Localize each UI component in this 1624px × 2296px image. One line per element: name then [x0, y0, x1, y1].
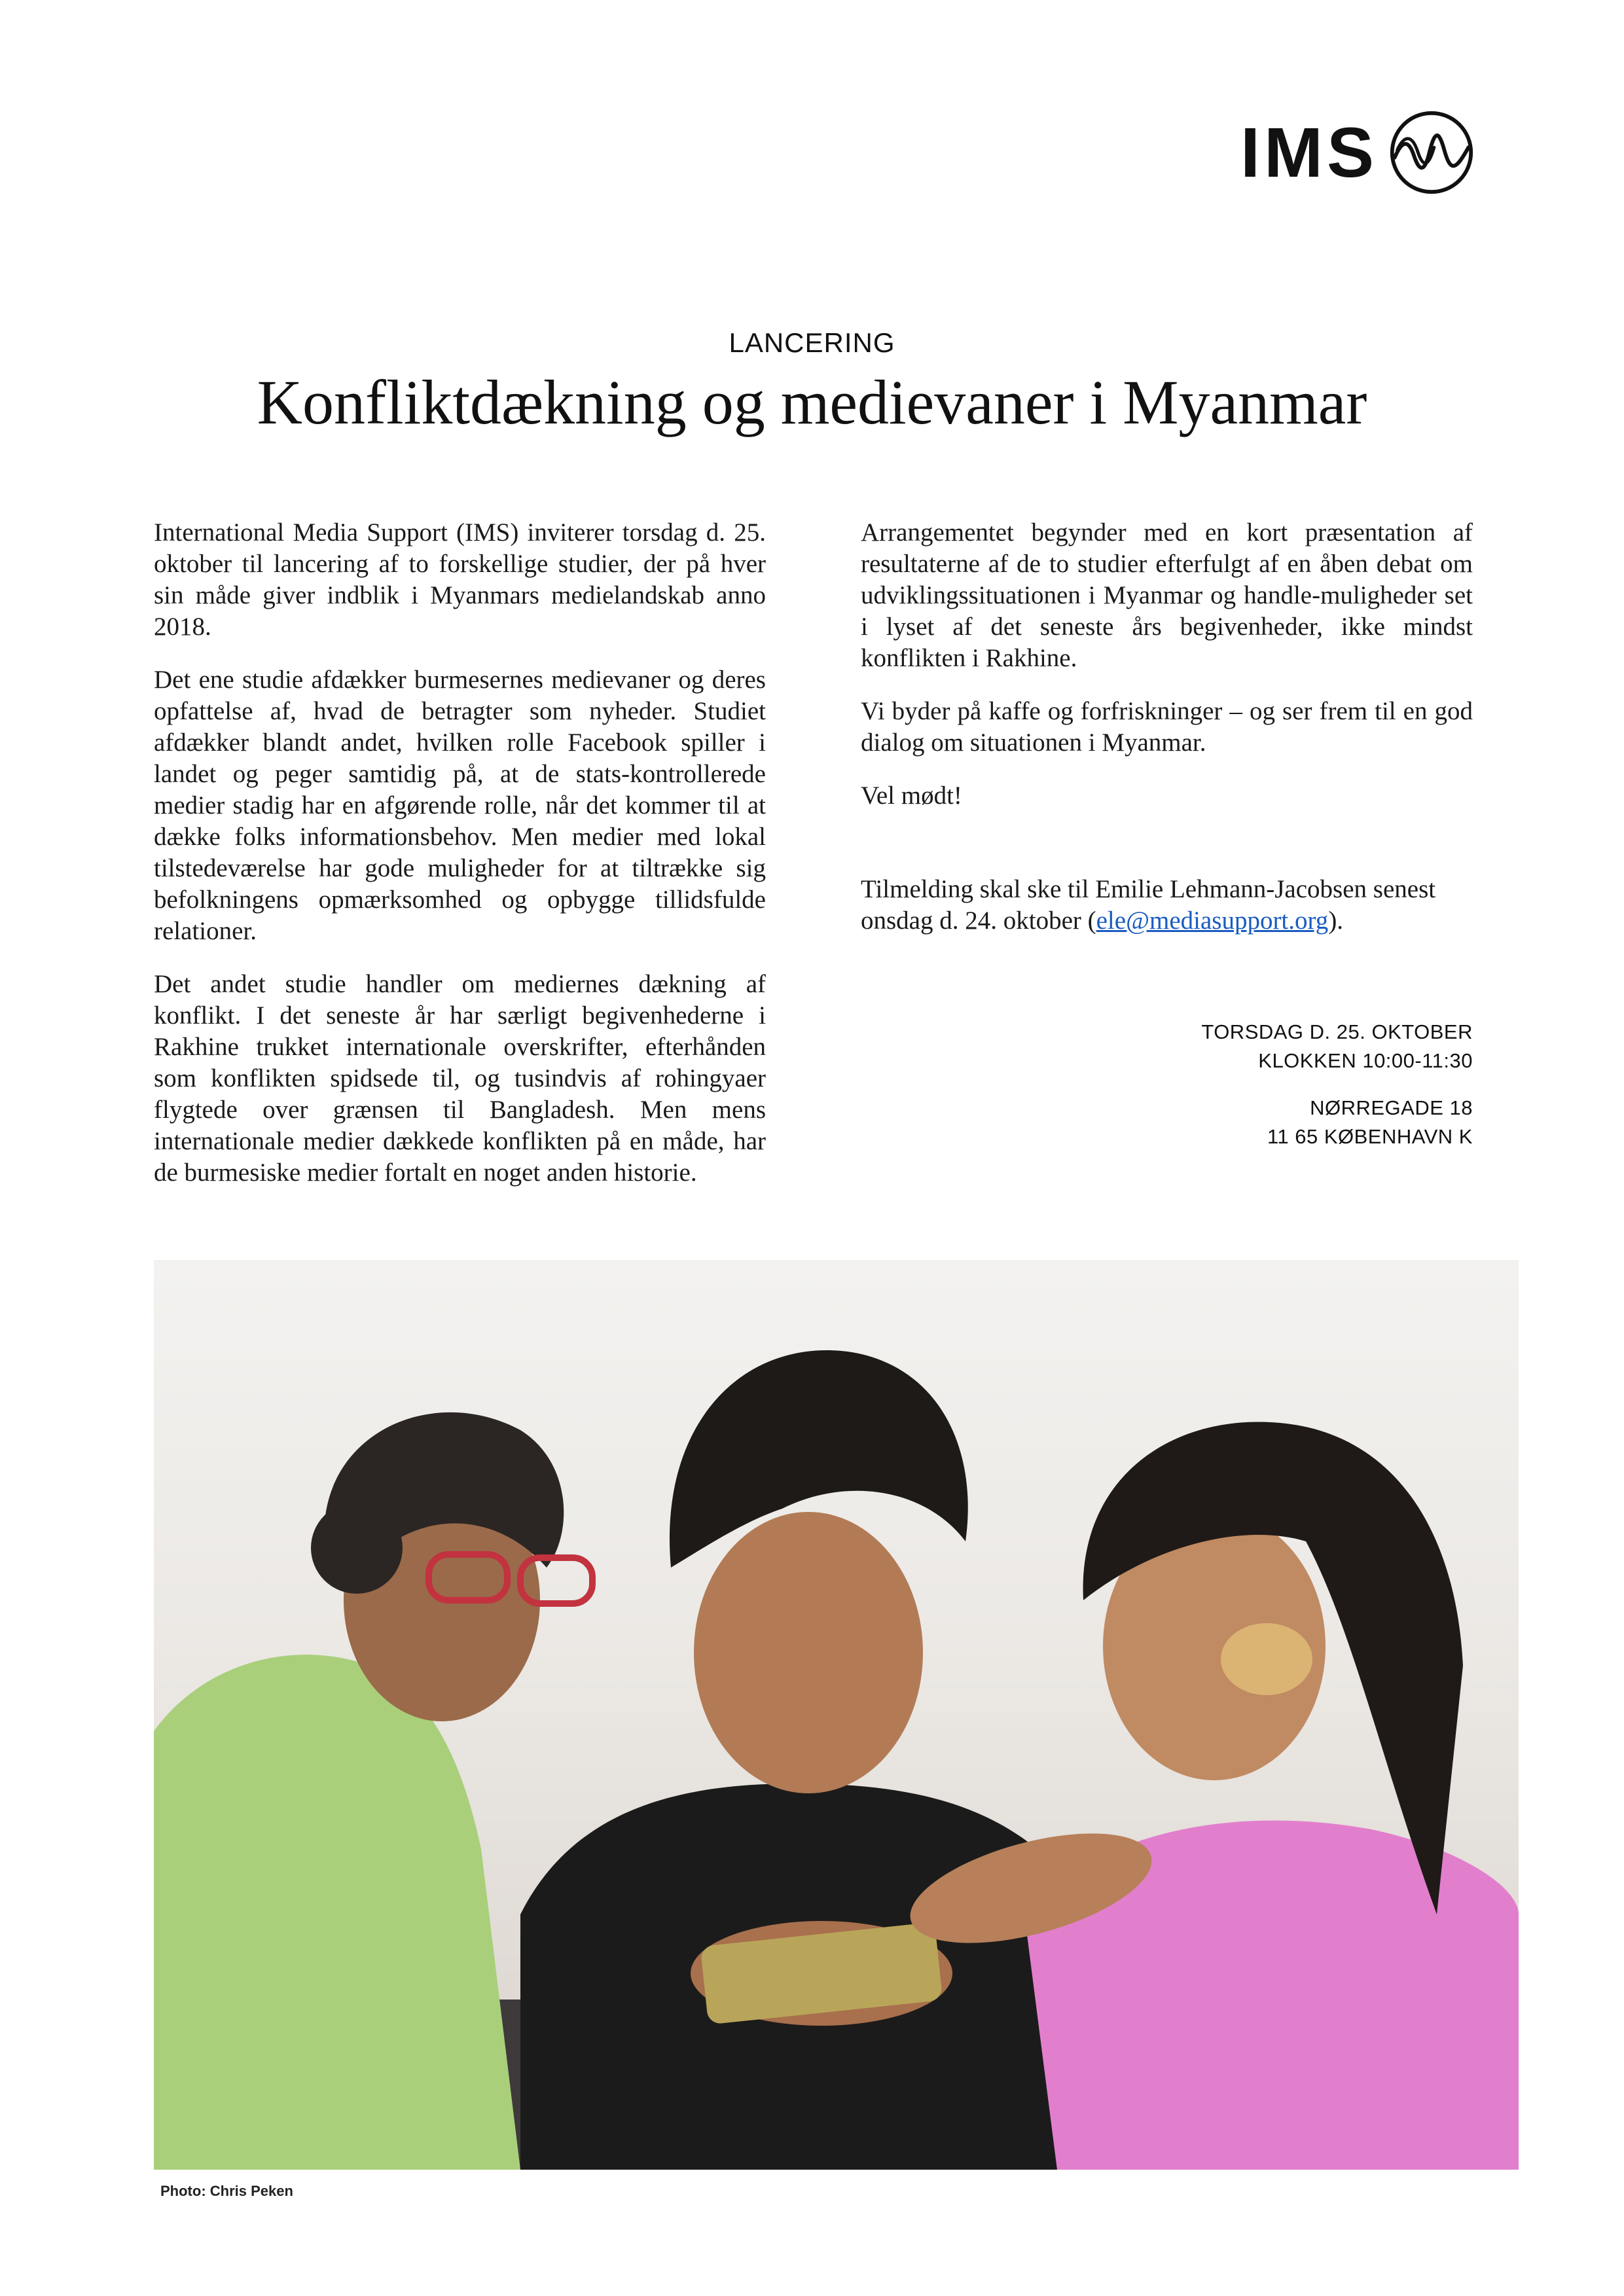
registration-text: [861, 874, 1473, 937]
logo-text: IMS: [1240, 112, 1379, 192]
registration-tail: ).: [1328, 906, 1344, 935]
wave-circle-icon: [1387, 107, 1476, 198]
registration-lead: Tilmelding skal ske til Emilie Lehmann-Jacobsen senest onsdag d. 24. oktober (: [861, 875, 1436, 935]
ims-logo: [1240, 105, 1476, 200]
right-column: [861, 517, 1473, 958]
email-link[interactable]: ele@mediasupport.org: [1096, 906, 1329, 935]
kicker: LANCERING: [729, 327, 895, 358]
paragraph: Arrangementet begynder med en kort præsentation af resultaterne af de to studier efterfulgt af en åben debat om udviklingssituationen i Myanmar og handle-muligheder set i lyset af det seneste års begivenheder, ikke mindst konflikten i Rakhine.: [861, 518, 1473, 672]
paragraph: Vel mødt!: [861, 781, 962, 810]
event-time: KLOKKEN 10:00-11:30: [1258, 1049, 1473, 1072]
event-datetime: [861, 1018, 1473, 1075]
photo: [154, 1260, 1519, 2170]
event-date: TORSDAG D. 25. OKTOBER: [1201, 1020, 1473, 1043]
paragraph: Vi byder på kaffe og forfriskninger – og ser frem til en god dialog om situationen i Myanmar.: [861, 697, 1473, 757]
paragraph: International Media Support (IMS) inviterer torsdag d. 25. oktober til lancering af to forskellige studier, der på hver sin måde giver indblik i Myanmars medielandskab anno 2018.: [154, 518, 766, 641]
page-title: Konfliktdækning og medievaner i Myanmar: [257, 367, 1367, 437]
event-address: [861, 1094, 1473, 1151]
left-column: [154, 517, 766, 1210]
event-info: [861, 1018, 1473, 1170]
event-city: 11 65 KØBENHAVN K: [1267, 1125, 1473, 1148]
photo-caption: Photo: Chris Peken: [160, 2183, 293, 2199]
paragraph: Det ene studie afdækker burmesernes medievaner og deres opfattelse af, hvad de betragter som nyheder. Studiet afdækker blandt andet, hvilken rolle Facebook spiller i landet og peger samtidig på, at de stats-kontrollerede medier stadig har en afgørende rolle, når det kommer til at dække folks informationsbehov. Men medier med lokal tilstedeværelse har gode muligheder for at tiltrække sig befolkningens opmærksomhed og opbygge tillidsfulde relationer.: [154, 666, 766, 945]
paragraph: Det andet studie handler om mediernes dækning af konflikt. I det seneste år har særligt begivenhederne i Rakhine trukket internationale overskrifter, efterhånden som konflikten spidsede til, og tusindvis af rohingyaer flygtede over grænsen til Bangladesh. Men mens internationale medier dækkede konflikten på en måde, har de burmesiske medier fortalt en noget anden historie.: [154, 970, 766, 1187]
photo-illustration: [154, 1260, 1519, 2170]
event-street: NØRREGADE 18: [1310, 1096, 1473, 1119]
